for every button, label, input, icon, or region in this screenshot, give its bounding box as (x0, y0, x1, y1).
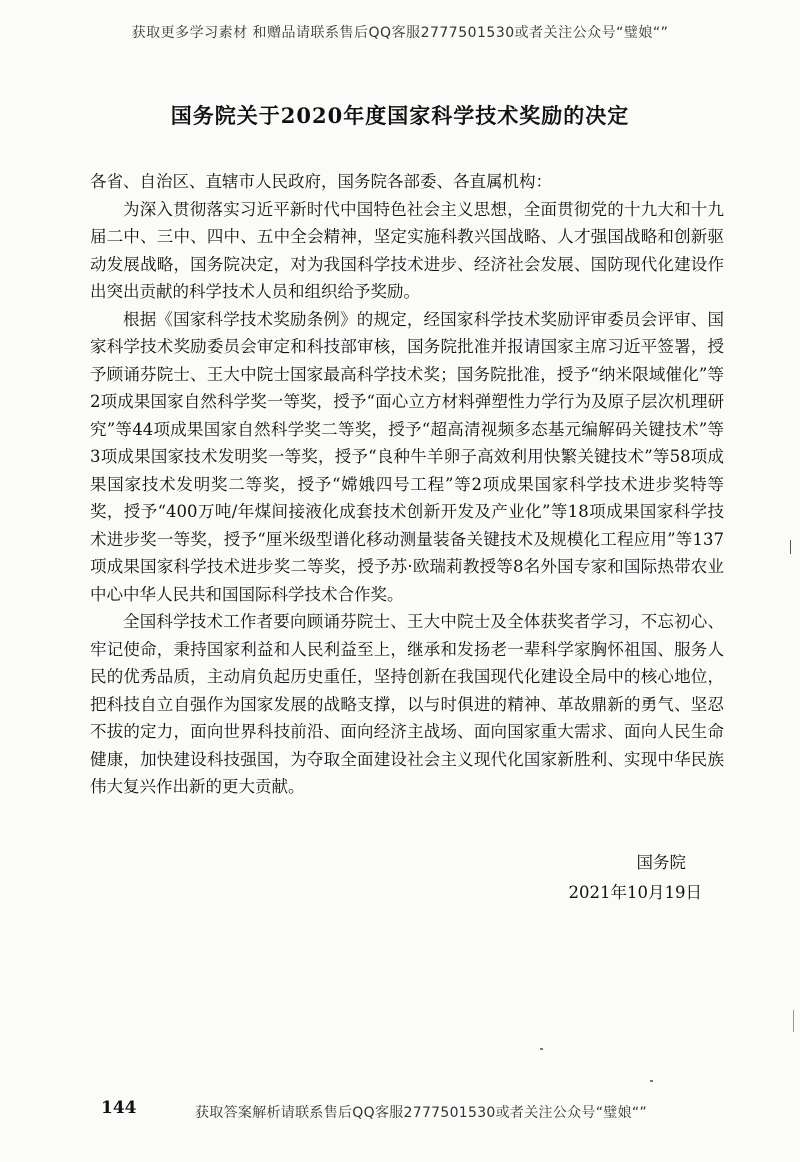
issuer: 国务院 (636, 853, 686, 872)
footer-note: 获取答案解析请联系售后QQ客服2777501530或者关注公众号“璧娘“” (195, 1105, 647, 1121)
paragraph-2: 根据《国家科学技术奖励条例》的规定，经国家科学技术奖励评审委员会评审、国家科学技术奖励委员会审定和科技部审核，国务院批准并报请国家主席习近平签署，授予顾诵芬院士、王大中院士国家最高科学技术奖；国务院批准，授予“纳米限域催化”等2项成果国家自然科学奖一等奖，授予“面心立方材料弹塑性力学行为及原子层次机理研究”等44项成果国家自然科学奖二等奖，授予“超高清视频多态基元编解码关键技术”等3项成果国家技术发明奖一等奖，授予“良种牛羊卵子高效利用快繁关键技术”等58项成果国家技术发明奖二等奖，授予“嫦娥四号工程”等2项成果国家科学技术进步奖特等奖，授予“400万吨/年煤间接液化成套技术创新开发及产业化”等18项成果国家科学技术进步奖一等奖，授予“厘米级型谱化移动测量装备关键技术及规模化工程应用”等137项成果国家科学技术进步奖二等奖，授予苏·欧瑞莉教授等8名外国专家和国际热带农业中心中华人民共和国国际科学技术合作奖。 (90, 309, 724, 604)
header-note: 获取更多学习素材 和赠品请联系售后QQ客服2777501530或者关注公众号“璧娘“” (131, 25, 669, 41)
document-body (90, 168, 724, 801)
salutation: 各省、自治区、直辖市人民政府，国务院各部委、各直属机构： (90, 172, 552, 191)
page-number: 144 (101, 1098, 137, 1118)
scan-speck (650, 1080, 653, 1082)
paragraph-1: 为深入贯彻落实习近平新时代中国特色社会主义思想，全面贯彻党的十九大和十九届二中、三中、四中、五中全会精神，坚定实施科教兴国战略、人才强国战略和创新驱动发展战略，国务院决定，对为我国科学技术进步、经济社会发展、国防现代化建设作出突出贡献的科学技术人员和组织给予奖励。 (90, 199, 724, 301)
scan-mark (790, 540, 791, 554)
signature-block (569, 848, 702, 908)
scan-speck (540, 1048, 543, 1050)
issue-date: 2021年10月19日 (568, 883, 702, 902)
document-title: 国务院关于2020年度国家科学技术奖励的决定 (170, 103, 630, 128)
paragraph-3: 全国科学技术工作者要向顾诵芬院士、王大中院士及全体获奖者学习，不忘初心、牢记使命，秉持国家利益和人民利益至上，继承和发扬老一辈科学家胸怀祖国、服务人民的优秀品质，主动肩负起历史重任，坚持创新在我国现代化建设全局中的核心地位，把科技自立自强作为国家发展的战略支撑，以与时俱进的精神、革故鼎新的勇气、坚忍不拔的定力，面向世界科技前沿、面向经济主战场、面向国家重大需求、面向人民生命健康，加快建设科技强国，为夺取全面建设社会主义现代化国家新胜利、实现中华民族伟大复兴作出新的更大贡献。 (90, 612, 724, 796)
scan-mark (793, 1010, 794, 1032)
